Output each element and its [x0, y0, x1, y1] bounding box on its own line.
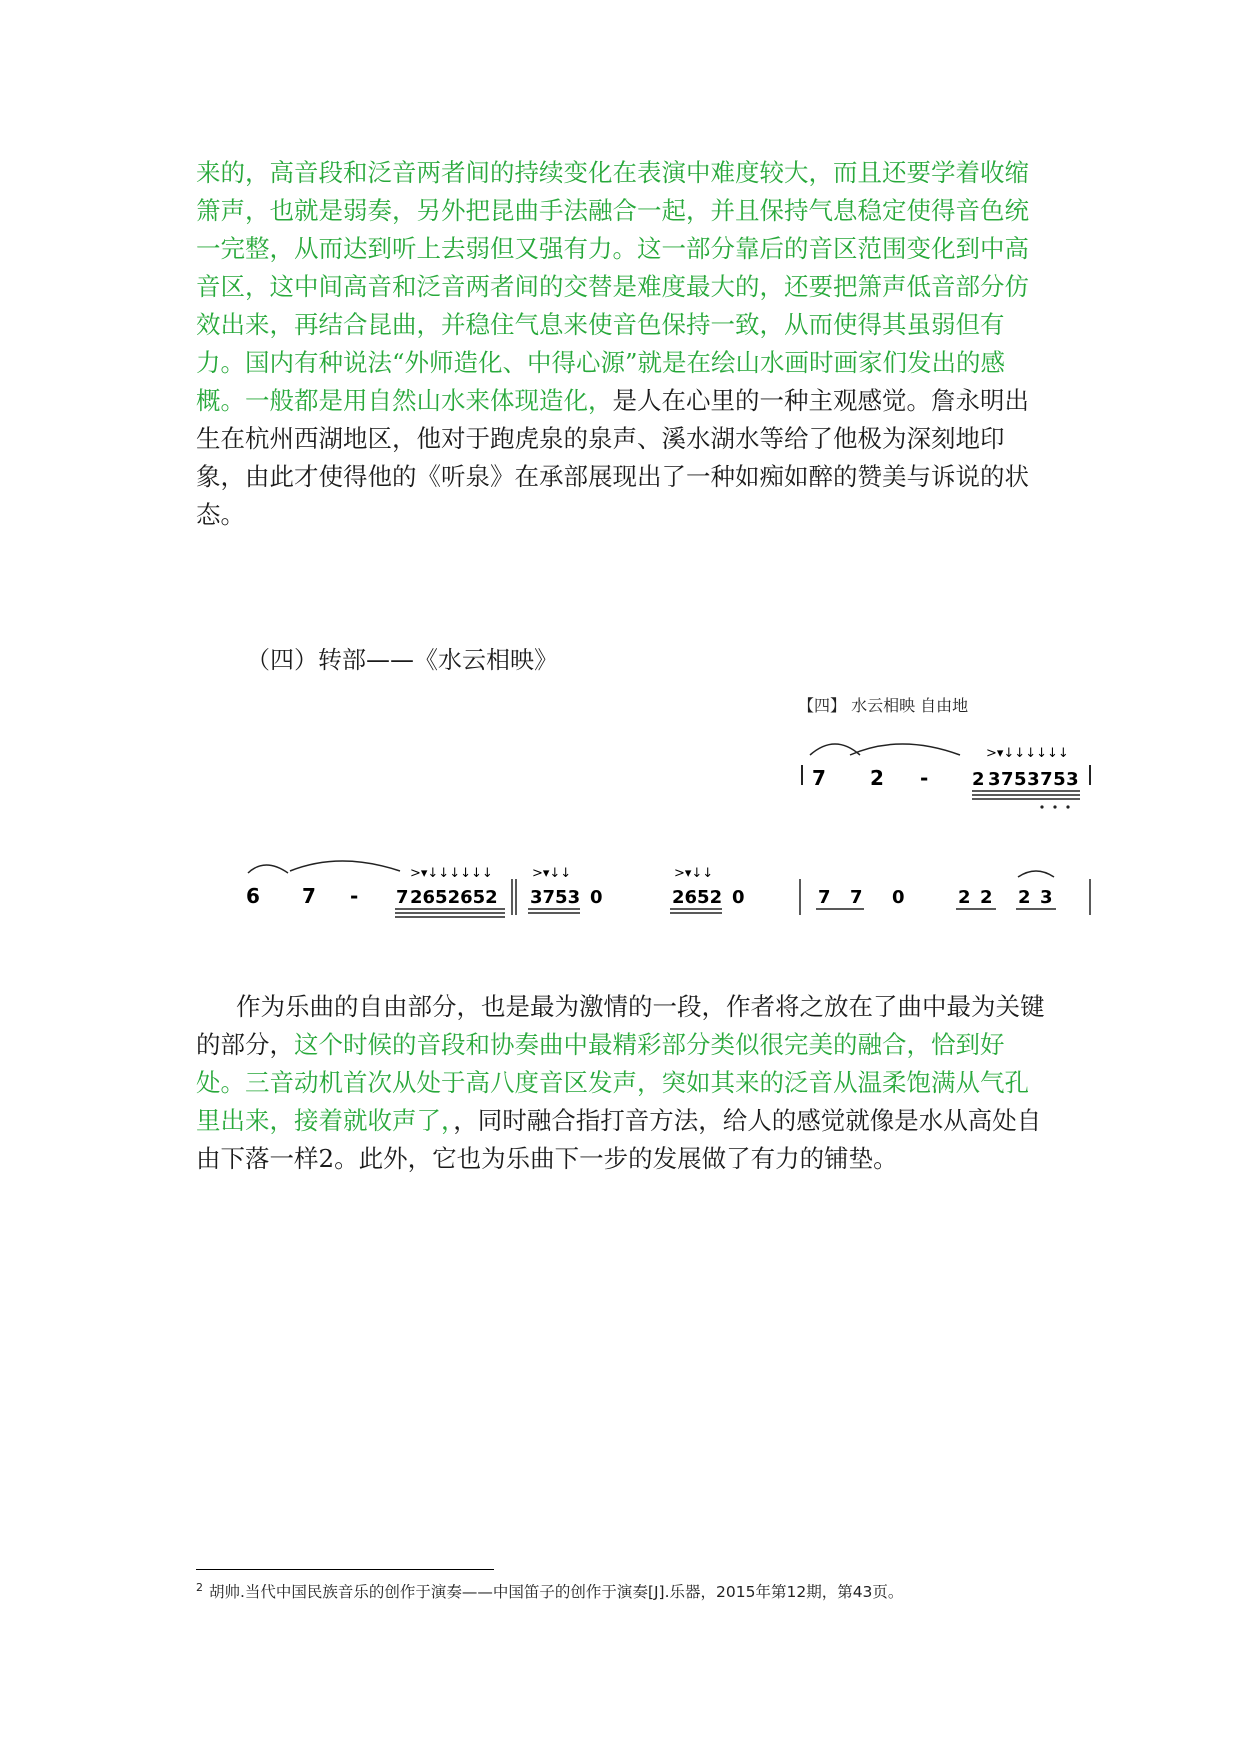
ornament-arrows-r2-2: >▾↓↓ [532, 866, 572, 881]
footnote-text: 胡帅.当代中国民族音乐的创作于演奏——中国笛子的创作于演奏[J].乐器，2015年第12期，第43页。 [209, 1583, 904, 1601]
paragraph-1 [196, 154, 1046, 534]
score-excerpt-top [790, 693, 1110, 823]
rest-r2-2: 0 [732, 887, 745, 908]
paragraph-1-green-text: 来的，高音段和泛音两者间的持续变化在表演中难度较大，而且还要学着收缩箫声，也就是弱奏，另外把昆曲手法融合一起，并且保持气息稳定使得音色统一完整，从而达到听上去弱但又强有力。这一部分靠后的音区范围变化到中高音区，这中间高音和泛音两者间的交替是难度最大的，还要把箫声低音部分仿效出来，再结合昆曲，并稳住气息来使音色保持一致，从而使得其虽弱但有力。国内有种说法“外师造化、中得心源”就是在绘山水画时画家们发出的感概。一般都是用自然山水来体现造化， [196, 158, 1029, 415]
ornament-arrows-r1: >▾↓↓↓↓↓↓ [986, 746, 1069, 761]
rest-r2-1: 0 [590, 887, 603, 908]
paragraph-2-black-text-1: 作为乐曲的自由部分，也是最为激情的一段，作者将之放在了曲中最为关键的部分， [196, 992, 1045, 1059]
note-r2-1: 6 [246, 884, 260, 908]
ornament-arrows-r2-3: >▾↓↓ [674, 866, 714, 881]
dash-r1: - [920, 766, 929, 790]
note-r1-1: 7 [812, 766, 826, 790]
ornament-arrows-r2-1: >▾↓↓↓↓↓↓ [410, 866, 493, 881]
score-bottom-image [240, 853, 1100, 933]
note-r2-7: 2 [980, 887, 993, 908]
note-r1-3: 2 [972, 769, 985, 790]
dot-r1-3 [1066, 805, 1069, 808]
score-title: 【四】 水云相映 自由地 [798, 696, 969, 715]
note-r1-run: 3753753 [988, 769, 1080, 790]
note-r2-run2: 3753 [530, 887, 581, 908]
paragraph-2 [196, 988, 1046, 1178]
paragraph-2-black-text-2: ，同时融合指打音方法，给人的感觉就像是水从高处自由下落一样2。此外，它也为乐曲下一步的发展做了有力的铺垫。 [196, 1106, 1042, 1173]
slur-2 [850, 744, 960, 755]
slur-3 [248, 865, 288, 873]
note-r2-4: 7 [818, 887, 831, 908]
rest-r2-3: 0 [892, 887, 905, 908]
paragraph-1-black-text: 是人在心里的一种主观感觉。詹永明出生在杭州西湖地区，他对于跑虎泉的泉声、溪水湖水等给了他极为深刻地印象，由此才使得他的《听泉》在承部展现出了一种如痴如醉的赞美与诉说的状态。 [196, 386, 1029, 529]
score-excerpt-bottom [240, 853, 1100, 933]
note-r2-run3: 2652 [672, 887, 723, 908]
slur-4 [290, 861, 400, 871]
dash-r2: - [350, 884, 359, 908]
section-heading: （四）转部——《水云相映》 [246, 646, 558, 674]
paragraph-2-green-text: 这个时候的音段和协奏曲中最精彩部分类似很完美的融合，恰到好处。三音动机首次从处于高八度音区发声，突如其来的泛音从温柔饱满从气孔里出来，接着就收声了， [196, 1030, 1029, 1135]
note-r2-5: 7 [850, 887, 863, 908]
dot-r1-2 [1053, 805, 1056, 808]
note-r2-run: 2652652 [410, 887, 498, 908]
footnote [196, 1580, 1096, 1602]
note-r2-6: 2 [958, 887, 971, 908]
footnote-separator [196, 1569, 494, 1570]
note-r1-2: 2 [870, 766, 884, 790]
footnote-mark: 2 [196, 1580, 203, 1594]
note-r2-3: 7 [396, 887, 409, 908]
note-r2-9: 3 [1040, 887, 1053, 908]
slur-5 [1018, 871, 1054, 877]
score-top-image [790, 693, 1110, 823]
dot-r1-1 [1040, 805, 1043, 808]
note-r2-2: 7 [302, 884, 316, 908]
note-r2-8: 2 [1018, 887, 1031, 908]
